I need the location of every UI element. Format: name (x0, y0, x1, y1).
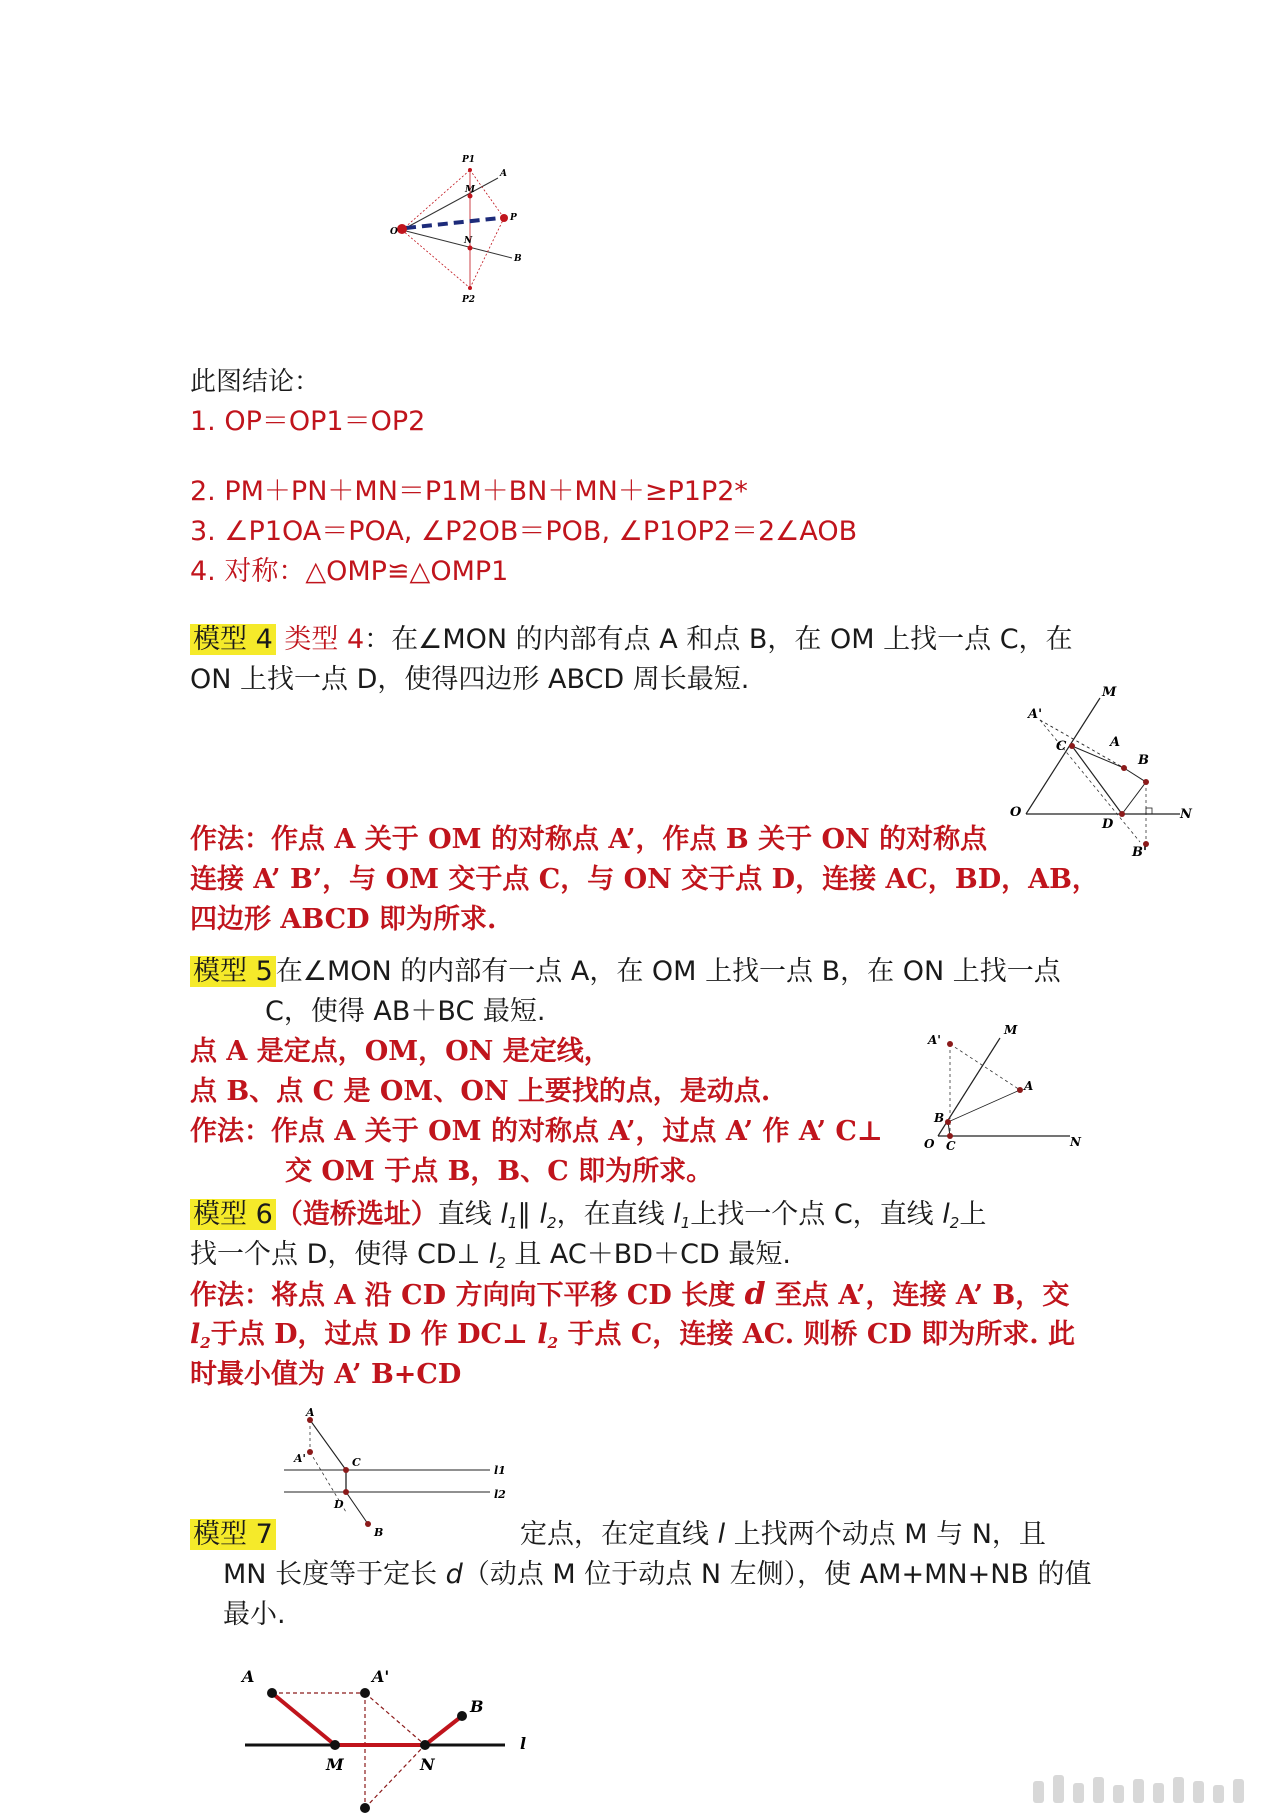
conclusion-heading: 此图结论： (190, 367, 321, 397)
model7-text1b: 上找两个动点 M 与 N，且 (725, 1519, 1046, 1550)
figure-model4 (1000, 678, 1200, 858)
model6-l2d-sub: 2 (200, 1334, 211, 1352)
model6-tag: 模型 6 (190, 1199, 276, 1230)
m6-label-c: C (352, 1456, 361, 1469)
model6-text1d: 上 (959, 1199, 987, 1230)
m7-label-m: M (326, 1755, 344, 1774)
model6-line1 (190, 1198, 986, 1240)
model7-tag-line (190, 1518, 276, 1552)
model6-d: d (744, 1277, 766, 1312)
model6-text1c: 上找一个点 C，直线 (690, 1199, 943, 1230)
fig1-label-p1: P1 (462, 155, 476, 165)
fig1-label-n: N (464, 236, 473, 246)
model6-l2b-sub: 2 (949, 1214, 960, 1232)
m4-label-b1: B' (1132, 845, 1147, 858)
model7-tag: 模型 7 (190, 1519, 276, 1550)
model6-method1b: 至点 A’，连接 A’ B，交 (765, 1280, 1070, 1311)
model5-note-2: 点 B、点 C 是 OM、ON 上要找的点，是动点. (190, 1076, 771, 1107)
model5-line1 (190, 955, 1061, 989)
model6-line2 (190, 1238, 791, 1280)
model6-l1-sub: 1 (507, 1214, 518, 1232)
model6-l1b-sub: 1 (680, 1214, 691, 1232)
model6-l2b: l (942, 1199, 950, 1230)
model6-l2: l (539, 1199, 548, 1230)
m7-label-a1: A' (372, 1667, 390, 1686)
model7-text1a: 定点，在定直线 (520, 1519, 718, 1550)
model6-method-3: 时最小值为 A’ B+CD (190, 1359, 462, 1390)
model6-l1: l (500, 1199, 508, 1230)
model7-line2 (223, 1558, 1092, 1592)
m4-label-a: A (1110, 735, 1121, 750)
m5-label-a: A (1024, 1079, 1034, 1093)
model6-text2a: 找一个点 D，使得 CD⊥ (190, 1239, 489, 1270)
model6-l2c: l (488, 1239, 497, 1270)
model7-line1 (520, 1518, 1046, 1552)
model6-l2-sub: 2 (547, 1214, 557, 1232)
m6-label-a1: A' (294, 1452, 306, 1465)
m6-label-a: A (306, 1408, 315, 1419)
m7-label-b: B (470, 1697, 484, 1716)
model6-l2c-sub: 2 (496, 1254, 506, 1272)
model4-method-3: 四边形 ABCD 即为所求. (190, 904, 497, 935)
model6-method2b: 于点 C，连接 AC. 则桥 CD 即为所求. 此 (558, 1319, 1076, 1350)
m7-label-n: N (420, 1755, 435, 1774)
model6-method-2 (190, 1318, 1075, 1360)
model6-name: （造桥选址） (275, 1199, 438, 1230)
model4-method-2: 连接 A’ B’，与 OM 交于点 C，与 ON 交于点 D，连接 AC，BD，AB， (190, 864, 1099, 895)
model7-line3: 最小. (223, 1599, 286, 1630)
m4-label-d: D (1102, 817, 1114, 832)
m5-label-a1: A' (928, 1033, 941, 1047)
model5-note-1: 点 A 是定点，OM，ON 是定线， (190, 1036, 611, 1067)
m4-label-c: C (1056, 739, 1067, 754)
fig1-label-p2: P2 (462, 295, 476, 305)
fig1-label-p: P (510, 213, 517, 223)
figure-model5 (910, 1018, 1090, 1168)
model5-note-4: 交 OM 于点 B，B、C 即为所求。 (285, 1156, 714, 1187)
m6-label-l2: l2 (494, 1488, 506, 1501)
model6-l1b: l (673, 1199, 681, 1230)
model7-text2b: （动点 M 位于动点 N 左侧），使 AM+MN+NB 的值 (462, 1559, 1092, 1590)
model4-method-1: 作法：作点 A 关于 OM 的对称点 A’，作点 B 关于 ON 的对称点 (190, 824, 988, 855)
figure-symmetry-angle (380, 140, 580, 340)
m4-label-m: M (1102, 685, 1117, 700)
m4-label-b: B (1138, 753, 1149, 768)
m7-label-l: l (520, 1734, 527, 1753)
fig1-label-o: O (390, 227, 398, 237)
model4-line1 (190, 623, 1073, 657)
model6-method-1 (190, 1278, 1069, 1313)
model6-l2e-sub: 2 (547, 1334, 559, 1352)
m4-label-n: N (1180, 807, 1192, 822)
m7-label-a: A (242, 1667, 255, 1686)
m6-label-d: D (334, 1498, 344, 1511)
conclusion-item-4: 4. 对称：△OMP≌△OMP1 (190, 556, 509, 587)
conclusion-item-1: 1. OP＝OP1＝OP2 (190, 406, 426, 437)
m5-label-m: M (1004, 1023, 1018, 1037)
model5-tag: 模型 5 (190, 956, 276, 987)
m4-label-o: O (1010, 805, 1022, 820)
figure-model7 (230, 1650, 550, 1815)
model6-l2d: l (190, 1319, 201, 1350)
m5-label-o: O (924, 1137, 935, 1151)
m4-label-a1: A' (1028, 707, 1043, 722)
fig1-label-a: A (500, 169, 507, 179)
model6-text1b: ，在直线 (556, 1199, 674, 1230)
model5-note-3: 作法：作点 A 关于 OM 的对称点 A’，过点 A’ 作 A’ C⊥ (190, 1116, 883, 1147)
model6-text1a: 直线 (437, 1199, 501, 1230)
model4-tag: 模型 4 (190, 624, 276, 655)
m5-label-n: N (1070, 1135, 1081, 1149)
fig1-label-b: B (514, 254, 522, 264)
m6-label-l1: l1 (494, 1464, 506, 1477)
model7-d: d (445, 1559, 463, 1590)
m5-label-b: B (934, 1111, 945, 1125)
model6-l2e: l (537, 1319, 548, 1350)
model6-par: ∥ (517, 1199, 540, 1230)
model7-l: l (717, 1519, 726, 1550)
model6-method1a: 作法：将点 A 沿 CD 方向向下平移 CD 长度 (190, 1280, 745, 1311)
model7-text2a: MN 长度等于定长 (223, 1559, 446, 1590)
figure-model6-bridge (280, 1408, 520, 1538)
model4-text1: ：在∠MON 的内部有点 A 和点 B，在 OM 上找一点 C，在 (364, 624, 1073, 655)
model5-line2: C，使得 AB＋BC 最短. (265, 996, 546, 1027)
fig1-label-m: M (465, 185, 475, 195)
conclusion-item-3: 3. ∠P1OA＝POA, ∠P2OB＝POB, ∠P1OP2＝2∠AOB (190, 516, 858, 547)
model6-text2b: 且 AC＋BD＋CD 最短. (505, 1239, 791, 1270)
model5-text1: 在∠MON 的内部有一点 A，在 OM 上找一点 B，在 ON 上找一点 (275, 956, 1061, 987)
model6-method2a: 于点 D，过点 D 作 DC⊥ (210, 1319, 538, 1350)
m5-label-c: C (946, 1139, 956, 1153)
m6-label-b: B (374, 1526, 384, 1538)
model4-type: 类型 4 (284, 624, 365, 655)
model4-line2: ON 上找一点 D，使得四边形 ABCD 周长最短. (190, 664, 750, 695)
watermark-bars (1033, 1775, 1244, 1803)
conclusion-item-2: 2. PM＋PN＋MN＝P1M＋BN＋MN＋≥P1P2* (190, 476, 748, 507)
